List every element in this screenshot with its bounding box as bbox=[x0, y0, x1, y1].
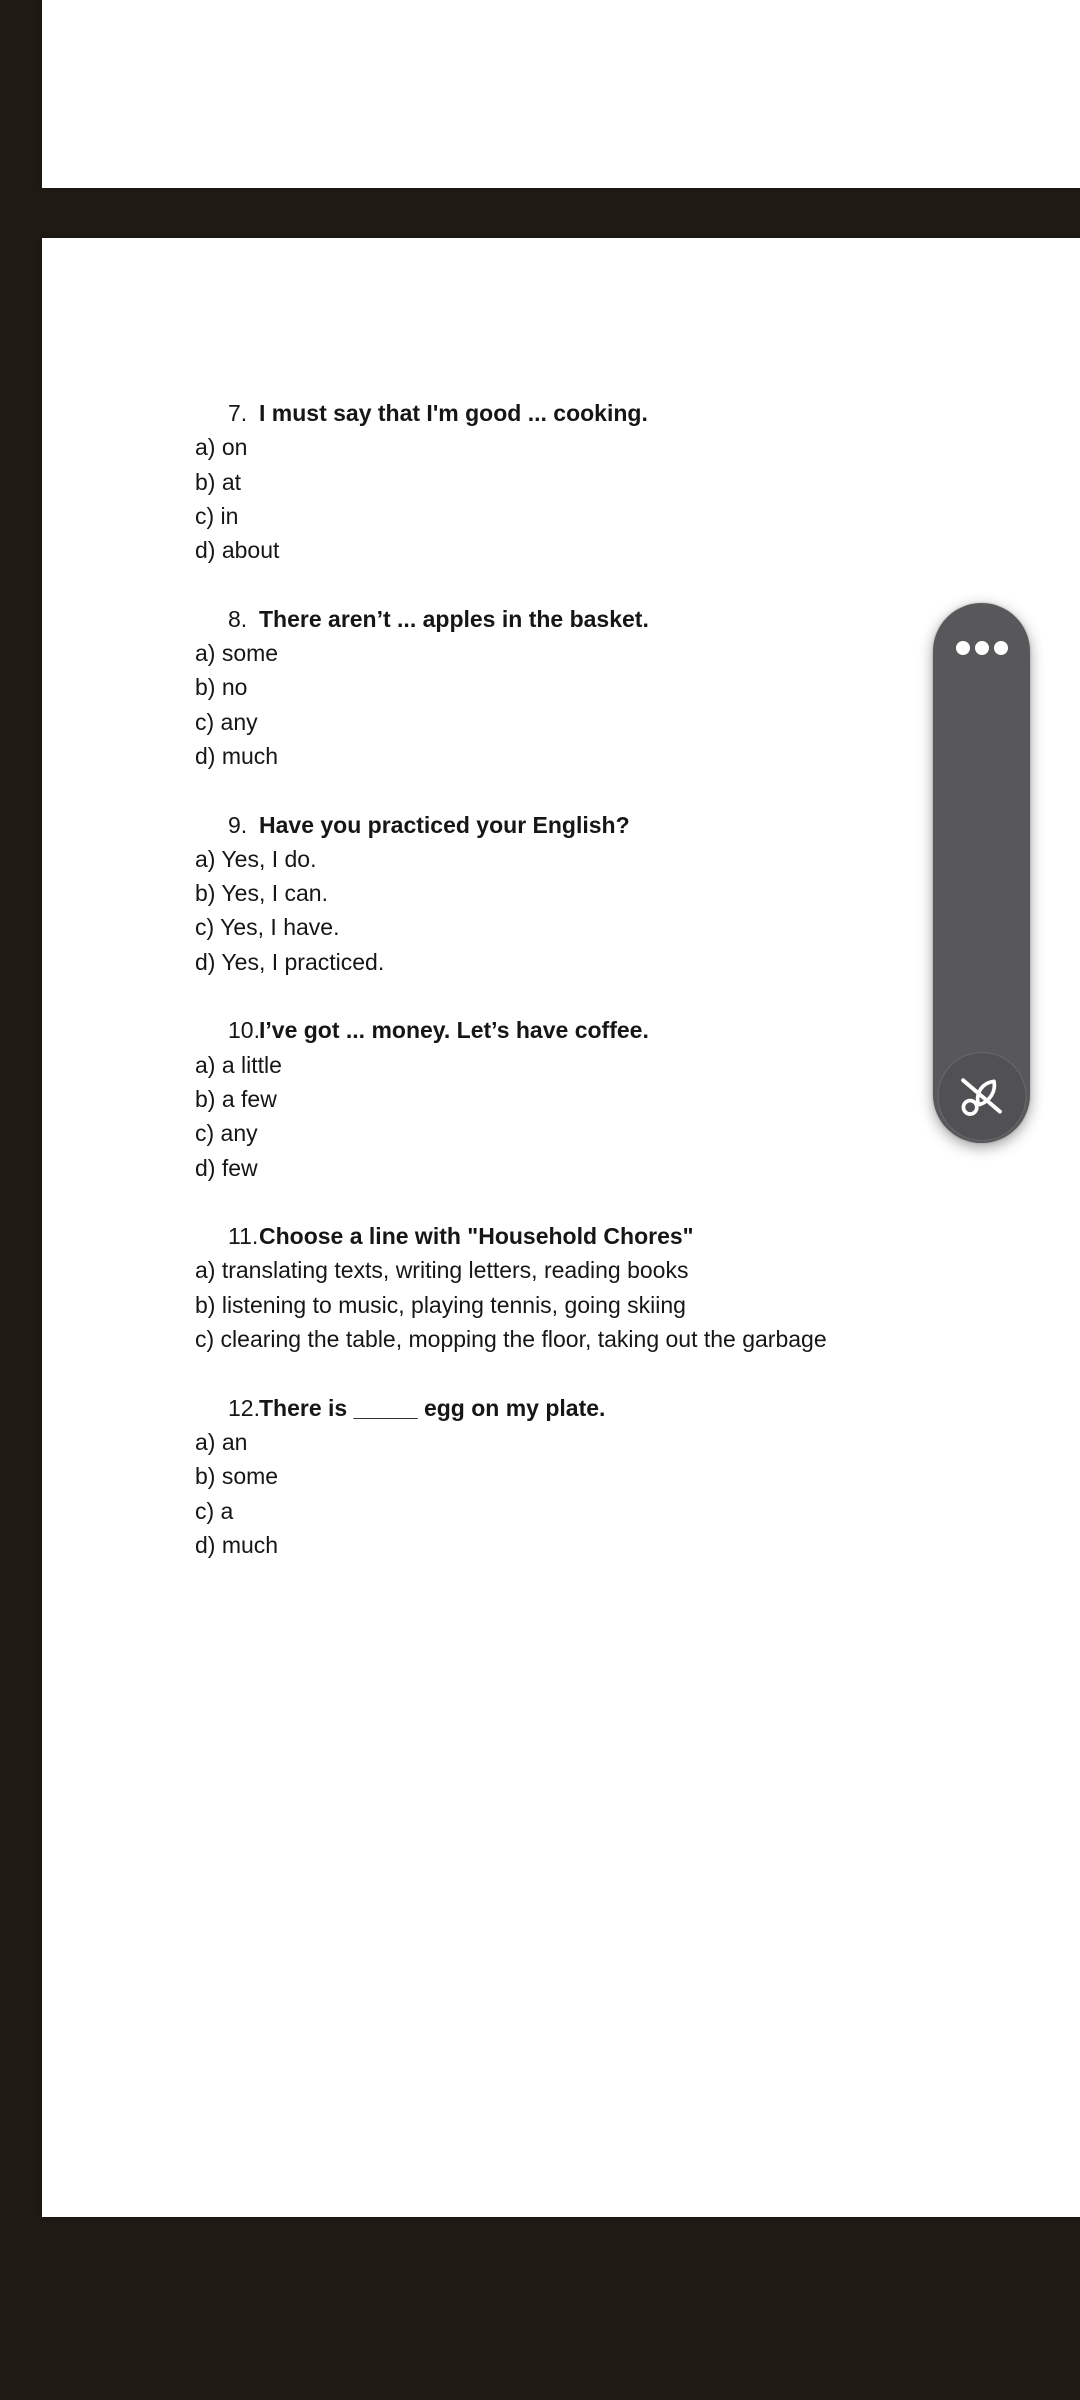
question-number: 11. bbox=[228, 1223, 259, 1250]
question-block bbox=[195, 602, 955, 773]
question-number: 10. bbox=[228, 1017, 260, 1044]
dot bbox=[994, 641, 1008, 655]
option-line: a) a little bbox=[195, 1051, 282, 1078]
option-line: a) an bbox=[195, 1428, 248, 1455]
option-line: a) some bbox=[195, 640, 279, 667]
spen-floating-toolbar[interactable] bbox=[933, 603, 1030, 1143]
question-line bbox=[195, 1219, 955, 1253]
document-page bbox=[42, 238, 1080, 2217]
question-line bbox=[195, 1013, 955, 1047]
question-number: 8. bbox=[228, 605, 248, 632]
option-line: b) Yes, I can. bbox=[195, 880, 328, 907]
document-page-previous bbox=[42, 0, 1080, 188]
quiz-content bbox=[195, 396, 955, 1596]
option-line: c) a bbox=[195, 1497, 234, 1524]
question-line bbox=[195, 602, 955, 636]
question-block bbox=[195, 808, 955, 979]
question-block bbox=[195, 1013, 955, 1184]
question-text: There aren’t ... apples in the basket. bbox=[259, 605, 649, 632]
more-options-button[interactable] bbox=[933, 620, 1030, 676]
option-line: b) no bbox=[195, 674, 248, 701]
option-line: c) Yes, I have. bbox=[195, 914, 340, 941]
question-number: 12. bbox=[228, 1394, 260, 1421]
option-line: c) clearing the table, mopping the floor, taking out the garbage bbox=[195, 1326, 827, 1353]
question-line bbox=[195, 396, 955, 430]
question-number: 7. bbox=[228, 400, 248, 426]
option-line: a) translating texts, writing letters, reading books bbox=[195, 1257, 689, 1284]
pen-disabled-button[interactable] bbox=[937, 1052, 1026, 1141]
question-line bbox=[195, 1391, 955, 1425]
question-block bbox=[195, 396, 955, 567]
question-text: I’ve got ... money. Let’s have coffee. bbox=[259, 1017, 649, 1044]
option-line: c) any bbox=[195, 1120, 258, 1147]
option-line: b) a few bbox=[195, 1085, 277, 1112]
question-block bbox=[195, 1219, 955, 1356]
option-line: d) about bbox=[195, 537, 280, 564]
more-options-icon bbox=[956, 641, 1008, 655]
option-line: d) Yes, I practiced. bbox=[195, 948, 385, 975]
option-line: b) at bbox=[195, 468, 242, 495]
option-line: b) some bbox=[195, 1463, 279, 1490]
question-text: Have you practiced your English? bbox=[259, 811, 630, 838]
pen-disabled-icon bbox=[956, 1071, 1008, 1123]
question-number: 9. bbox=[228, 811, 248, 838]
option-line: b) listening to music, playing tennis, going skiing bbox=[195, 1291, 686, 1318]
question-text: There is _____ egg on my plate. bbox=[259, 1394, 606, 1421]
option-line: a) Yes, I do. bbox=[195, 845, 317, 872]
question-text: I must say that I'm good ... cooking. bbox=[259, 400, 648, 426]
option-line: c) in bbox=[195, 502, 239, 529]
question-line bbox=[195, 808, 955, 842]
question-block bbox=[195, 1391, 955, 1562]
question-text: Choose a line with "Household Chores" bbox=[259, 1223, 694, 1250]
dot bbox=[956, 641, 970, 655]
option-line: c) any bbox=[195, 708, 258, 735]
option-line: d) much bbox=[195, 1531, 279, 1558]
option-line: d) much bbox=[195, 742, 279, 769]
dot bbox=[975, 641, 989, 655]
option-line: d) few bbox=[195, 1154, 258, 1181]
option-line: a) on bbox=[195, 434, 248, 461]
